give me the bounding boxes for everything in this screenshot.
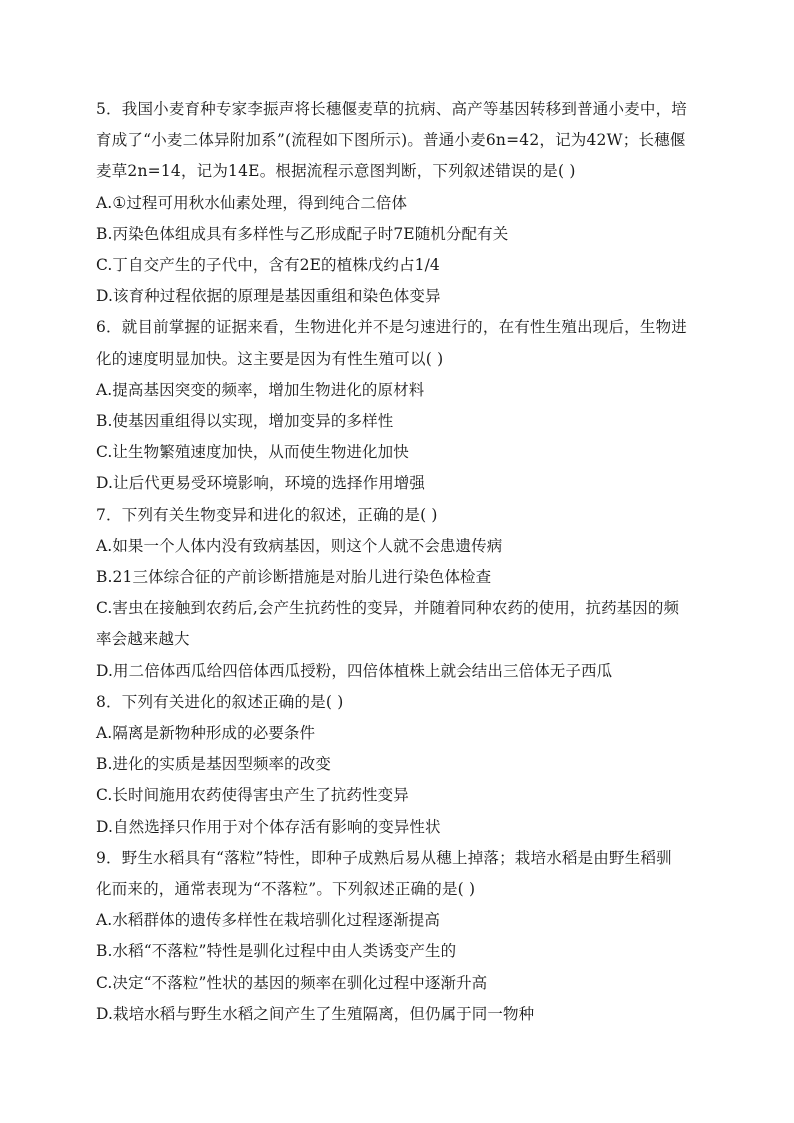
question-5-option-b: B.丙染色体组成具有多样性与乙形成配子时7E随机分配有关 bbox=[96, 224, 509, 243]
question-7 bbox=[96, 500, 706, 687]
question-6-stem-line-1: 6．就目前掌握的证据来看，生物进化并不是匀速进行的，在有性生殖出现后，生物进 bbox=[96, 318, 687, 337]
question-8-stem-line-1: 8．下列有关进化的叙述正确的是( ) bbox=[96, 692, 344, 711]
question-7-option-a: A.如果一个人体内没有致病基因，则这个人就不会患遗传病 bbox=[96, 536, 503, 555]
question-9-option-a: A.水稻群体的遗传多样性在栽培驯化过程逐渐提高 bbox=[96, 911, 440, 930]
question-6-option-b: B.使基因重组得以实现，增加变异的多样性 bbox=[96, 412, 394, 431]
question-5-stem-line-3: 麦草2n=14，记为14E。根据流程示意图判断，下列叙述错误的是( ) bbox=[96, 162, 576, 181]
question-7-stem-line-1: 7．下列有关生物变异和进化的叙述，正确的是( ) bbox=[96, 505, 438, 524]
question-5-option-c: C.丁自交产生的子代中，含有2E的植株戊约占1/4 bbox=[96, 256, 440, 275]
question-6-option-a: A.提高基因突变的频率，增加生物进化的原材料 bbox=[96, 380, 425, 399]
question-9-option-b: B.水稻“不落粒”特性是驯化过程中由人类诱变产生的 bbox=[96, 942, 457, 961]
question-5-stem-line-1: 5．我国小麦育种专家李振声将长穗偃麦草的抗病、高产等基因转移到普通小麦中，培 bbox=[96, 100, 687, 118]
question-9-stem-line-2: 化而来的，通常表现为“不落粒”。下列叙述正确的是( ) bbox=[96, 880, 476, 899]
question-8-option-d: D.自然选择只作用于对个体存活有影响的变异性状 bbox=[96, 817, 441, 836]
question-7-option-d: D.用二倍体西瓜给四倍体西瓜授粉，四倍体植株上就会结出三倍体无子西瓜 bbox=[96, 661, 613, 680]
question-8-option-c: C.长时间施用农药使得害虫产生了抗药性变异 bbox=[96, 786, 409, 805]
question-9 bbox=[96, 843, 706, 1030]
question-5-option-a: A.①过程可用秋水仙素处理，得到纯合二倍体 bbox=[96, 193, 408, 212]
question-8 bbox=[96, 687, 706, 843]
question-7-option-c-line-2: 率会越来越大 bbox=[96, 630, 190, 649]
question-9-stem-line-1: 9．野生水稻具有“落粒”特性，即种子成熟后易从穗上掉落；栽培水稻是由野生稻驯 bbox=[96, 848, 672, 867]
question-6-option-c: C.让生物繁殖速度加快，从而使生物进化加快 bbox=[96, 443, 409, 462]
question-9-option-c: C.决定“不落粒”性状的基因的频率在驯化过程中逐渐升高 bbox=[96, 973, 488, 992]
question-8-option-b: B.进化的实质是基因型频率的改变 bbox=[96, 755, 331, 774]
question-7-option-b: B.21三体综合征的产前诊断措施是对胎儿进行染色体检查 bbox=[96, 568, 492, 587]
question-8-option-a: A.隔离是新物种形成的必要条件 bbox=[96, 724, 316, 743]
question-5-option-d: D.该育种过程依据的原理是基因重组和染色体变异 bbox=[96, 287, 441, 306]
document-page bbox=[96, 94, 706, 1030]
question-6 bbox=[96, 312, 706, 499]
question-5-stem-line-2: 育成了“小麦二体异附加系”(流程如下图所示)。普通小麦6n=42，记为42W；长穗偃 bbox=[96, 131, 686, 150]
question-9-option-d: D.栽培水稻与野生水稻之间产生了生殖隔离，但仍属于同一物种 bbox=[96, 1004, 535, 1023]
question-5 bbox=[96, 94, 706, 312]
question-6-stem-line-2: 化的速度明显加快。这主要是因为有性生殖可以( ) bbox=[96, 349, 444, 368]
question-7-option-c-line-1: C.害虫在接触到农药后,会产生抗药性的变异，并随着同种农药的使用，抗药基因的频 bbox=[96, 599, 680, 618]
question-6-option-d: D.让后代更易受环境影响，环境的选择作用增强 bbox=[96, 474, 426, 493]
